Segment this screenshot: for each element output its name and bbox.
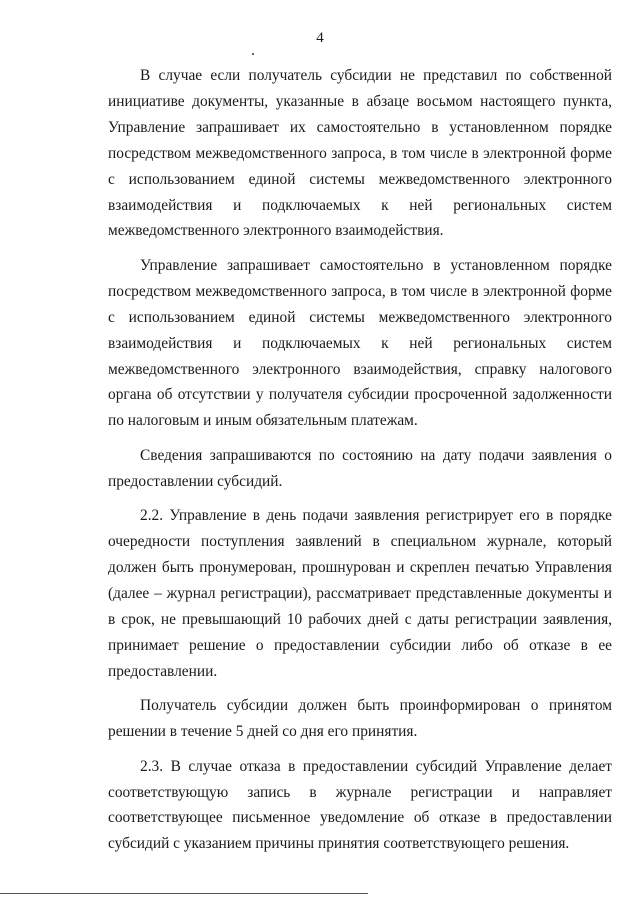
paragraph-info-date: Сведения запрашиваются по состоянию на дату подачи заявления о предоставлении субсидий. bbox=[108, 446, 612, 490]
paragraph-section-2-2: 2.2. Управление в день подачи заявления регистрирует его в порядке очередности поступления заявлений в специальном журнале, который должен быть пронумерован, прошнурован и скреплен печатью Управления (далее – журнал регистрации), рассматривает представленные документы и в срок, не превышающий 10 рабочих дней с даты регистрации заявления, принимает решение о предоставлении субсидии либо об отказе в ее предоставлении. bbox=[108, 507, 612, 680]
footer-divider bbox=[0, 893, 368, 894]
paragraph-tax-certificate: Управление запрашивает самостоятельно в установленном порядке посредством межведомственного запроса, в том числе в электронной форме с использованием единой системы межведомственного электронного взаимодействия и подключаемых к ней региональных систем межведомственного электронного взаимодействия, справку налогового органа об отсутствии у получателя субсидии просроченной задолженности по налоговым и иным обязательным платежам. bbox=[108, 256, 612, 430]
scan-speck bbox=[252, 53, 254, 55]
paragraph-request-documents: В случае если получатель субсидии не представил по собственной инициативе документы, указанные в абзаце восьмом настоящего пункта, Управление запрашивает их самостоятельно в установленном порядке посредством межведомственного запроса, в том числе в электронной форме с использованием единой системы межведомственного электронного взаимодействия и подключаемых к ней региональных систем межведомственного электронного взаимодействия. bbox=[108, 67, 612, 240]
paragraph-section-2-3: 2.3. В случае отказа в предоставлении субсидий Управление делает соответствующую запись в журнале регистрации и направляет соответствующее письменное уведомление об отказе в предоставлении субсидий с указанием причины принятия соответствующего решения. bbox=[108, 757, 612, 853]
page-number: 4 bbox=[316, 30, 324, 46]
document-body bbox=[108, 63, 612, 866]
paragraph-notification: Получатель субсидии должен быть проинформирован о принятом решении в течение 5 дней со дня его принятия. bbox=[108, 697, 612, 741]
